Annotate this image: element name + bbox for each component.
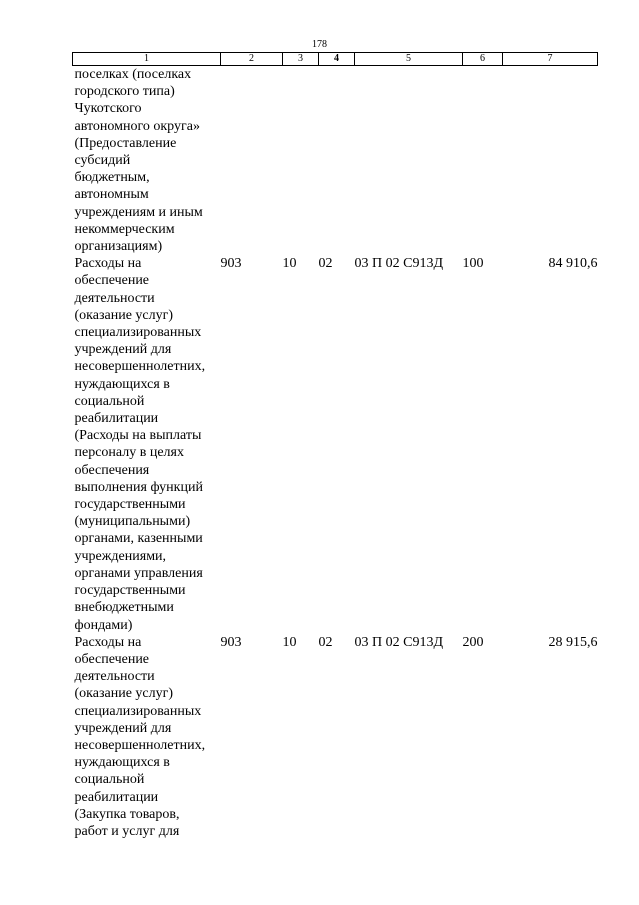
page-number: 178 (312, 39, 327, 50)
column-header-7: 7 (503, 53, 598, 66)
row-subsection: 02 (318, 634, 333, 650)
budget-table (72, 52, 598, 840)
row-expense-type: 100 (462, 256, 484, 272)
row-grbs-code: 903 (220, 256, 242, 272)
column-header-6: 6 (463, 53, 503, 66)
table-row (73, 634, 598, 840)
row-expense-type: 200 (462, 634, 484, 650)
table-header (73, 53, 598, 66)
row-subsection: 02 (318, 256, 333, 272)
column-header-4: 4 (319, 53, 355, 66)
row-amount: 28 915,6 (548, 634, 598, 650)
row-description: Расходы на обеспечение деятельности (оказание услуг) специализированных учреждений для несовершеннолетних, нуждающихся в социальной реабилитации (Закупка товаров, работ и услуг для (74, 634, 206, 839)
row-section: 10 (282, 634, 297, 650)
row-expense-type (463, 66, 503, 256)
table-row (73, 255, 598, 633)
column-number-row (73, 53, 598, 66)
column-header-3: 3 (283, 53, 319, 66)
row-section (283, 66, 319, 256)
row-target-article (355, 66, 463, 256)
row-amount (503, 66, 598, 256)
row-grbs-code (221, 66, 283, 256)
row-grbs-code: 903 (220, 634, 242, 650)
column-header-5: 5 (355, 53, 463, 66)
row-target-article: 03 П 02 С913Д (354, 256, 443, 272)
table-body (73, 66, 598, 841)
row-subsection (319, 66, 355, 256)
row-target-article: 03 П 02 С913Д (354, 634, 443, 650)
column-header-2: 2 (221, 53, 283, 66)
column-header-1: 1 (73, 53, 221, 66)
row-description: поселках (поселках городского типа) Чукотского автономного округа» (Предоставление субсидий бюджетным, автономным учреждениям и иным некоммерческим организациям) (74, 67, 203, 255)
row-amount: 84 910,6 (548, 256, 598, 272)
row-section: 10 (282, 256, 297, 272)
row-description: Расходы на обеспечение деятельности (оказание услуг) специализированных учреждений для несовершеннолетних, нуждающихся в социальной реабилитации (Расходы на выплаты персоналу в целях обеспечения выполнения функций государственными (муниципальными) органами, казенными учреждениями, органами управления государственными внебюджетными фондами) (74, 256, 206, 633)
table-row (73, 66, 598, 256)
